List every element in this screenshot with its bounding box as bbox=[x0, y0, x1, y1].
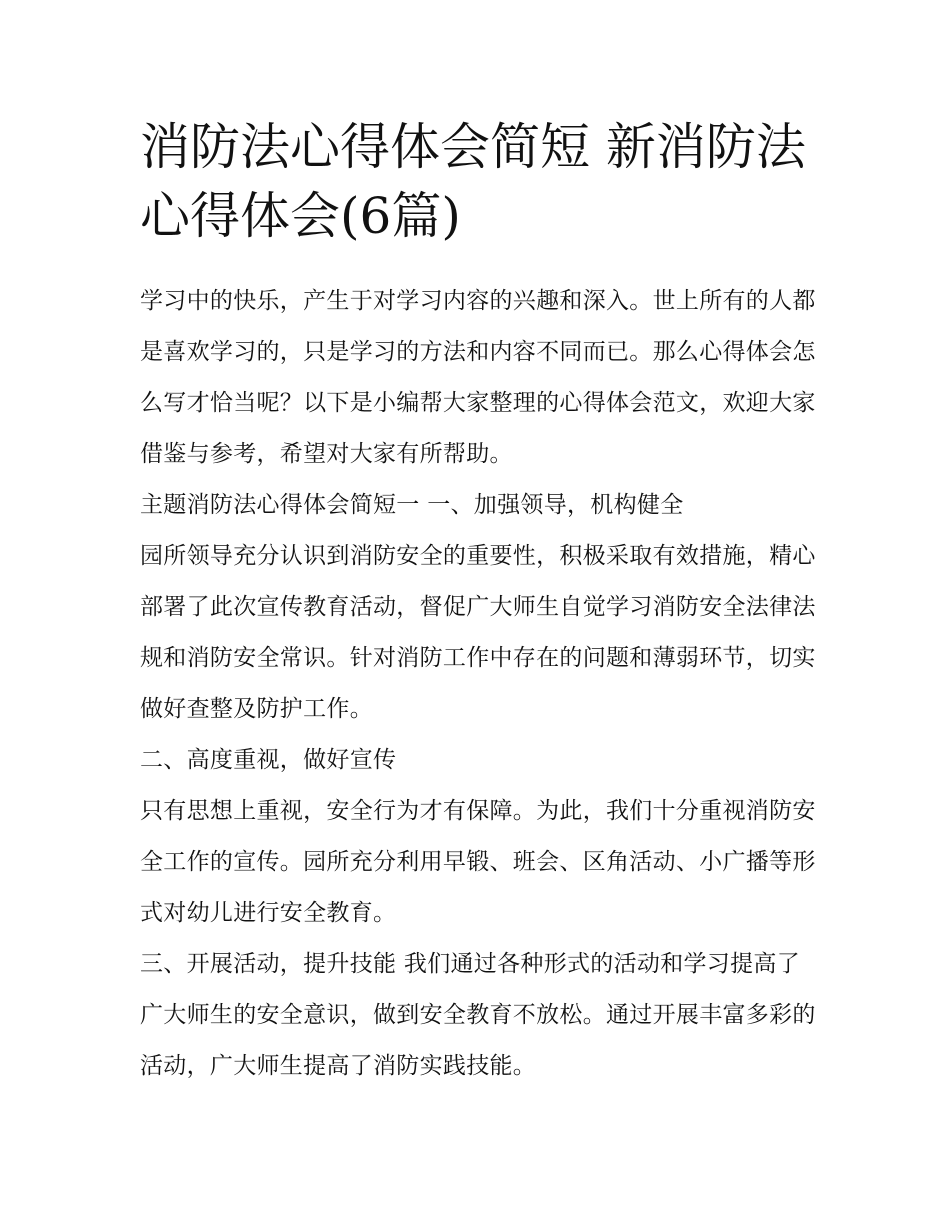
paragraph-section-3: 三、开展活动，提升技能 我们通过各种形式的活动和学习提高了广大师生的安全意识，做到安全教育不放松。通过开展丰富多彩的活动，广大师生提高了消防实践技能。 bbox=[140, 951, 816, 1079]
paragraph-intro: 学习中的快乐，产生于对学习内容的兴趣和深入。世上所有的人都是喜欢学习的，只是学习的方法和内容不同而已。那么心得体会怎么写才恰当呢？以下是小编帮大家整理的心得体会范文，欢迎大家借鉴与参考，希望对大家有所帮助。 bbox=[140, 288, 816, 467]
section-heading-1: 主题消防法心得体会简短一 一、加强领导，机构健全 bbox=[140, 492, 684, 518]
section-heading-2: 二、高度重视，做好宣传 bbox=[140, 747, 397, 773]
document-title: 消防法心得体会简短 新消防法心得体会(6篇) bbox=[140, 118, 806, 245]
document-body bbox=[140, 276, 820, 1092]
paragraph-section-1: 园所领导充分认识到消防安全的重要性，积极采取有效措施，精心部署了此次宣传教育活动，督促广大师生自觉学习消防安全法律法规和消防安全常识。针对消防工作中存在的问题和薄弱环节，切实做好查整及防护工作。 bbox=[140, 543, 816, 722]
paragraph-section-2: 只有思想上重视，安全行为才有保障。为此，我们十分重视消防安全工作的宣传。园所充分利用早锻、班会、区角活动、小广播等形式对幼儿进行安全教育。 bbox=[140, 798, 816, 926]
